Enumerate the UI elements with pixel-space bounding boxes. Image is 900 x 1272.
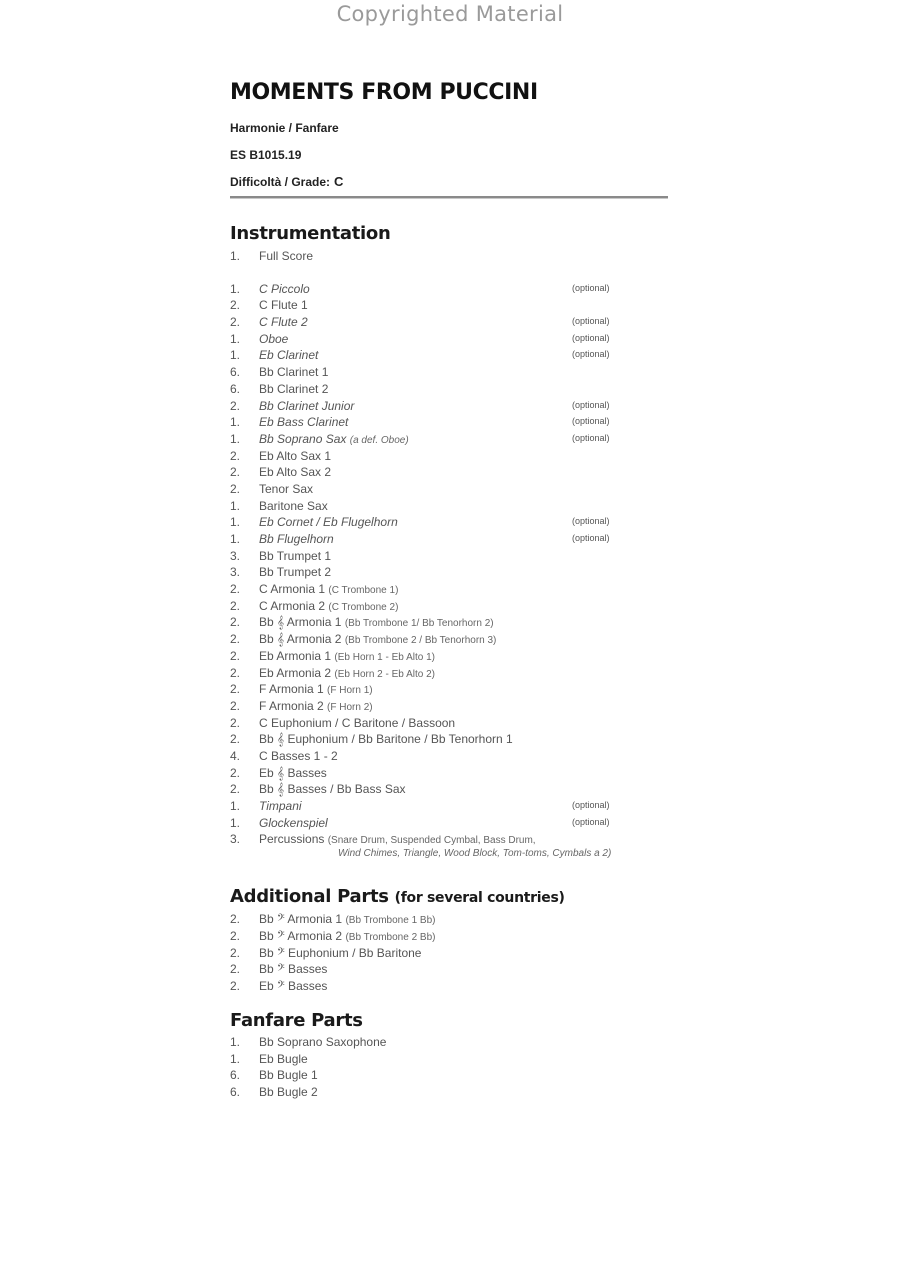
part-name: Bb Trumpet 2 [259, 565, 332, 580]
list-item [230, 332, 670, 349]
part-name-group [259, 599, 398, 613]
list-item [230, 799, 670, 816]
part-name: Full Score [259, 249, 314, 263]
list-item [230, 482, 670, 499]
part-count: 2. [230, 582, 241, 597]
list-item [230, 749, 670, 766]
list-item [230, 1052, 670, 1069]
list-item [230, 979, 670, 996]
part-count: 2. [230, 648, 241, 663]
part-name: Bb 𝄞 Armonia 2 [259, 632, 342, 647]
part-name-group [259, 399, 354, 413]
list-item [230, 946, 670, 963]
part-note: (C Trombone 2) [328, 601, 399, 613]
list-item [230, 912, 670, 929]
additional-parts-list [230, 912, 670, 995]
optional-tag: (optional) [572, 332, 610, 343]
part-name-group [259, 348, 318, 362]
part-name: Bb Clarinet 1 [259, 365, 329, 380]
list-item [230, 365, 670, 382]
part-count: 1. [230, 281, 241, 296]
part-count: 1. [230, 515, 241, 530]
part-name: Eb 𝄞 Basses [259, 765, 327, 780]
part-name: Eb Alto Sax 2 [259, 465, 332, 480]
part-name-group [259, 946, 421, 961]
part-name: Bb 𝄞 Armonia 1 [259, 615, 342, 630]
part-count: 1. [230, 348, 241, 363]
part-name: C Armonia 1 [259, 582, 326, 597]
part-note: (C Trombone 1) [328, 585, 399, 597]
part-name-group [259, 649, 435, 663]
part-name-group [259, 465, 331, 479]
part-name: C Basses 1 - 2 [259, 748, 338, 763]
part-count: 1. [230, 415, 241, 430]
part-count: 1. [230, 532, 241, 546]
part-name-group [259, 1035, 386, 1049]
part-count: 1. [230, 799, 241, 813]
part-count: 6. [230, 1068, 241, 1083]
part-name: Bb 𝄢 Euphonium / Bb Baritone [259, 945, 422, 960]
part-count: 3. [230, 548, 241, 563]
title-divider [230, 196, 668, 199]
part-name-group [259, 716, 455, 730]
fanfare-parts-heading: Fanfare Parts [230, 1009, 363, 1031]
list-item [230, 632, 670, 649]
copyright-watermark: Copyrighted Material [336, 2, 564, 26]
part-count: 1. [230, 815, 241, 830]
ensemble-type: Harmonie / Fanfare [230, 121, 339, 135]
part-name-group [259, 315, 308, 329]
part-name-group [259, 749, 338, 763]
grade-label: Difficoltà / Grade: [230, 175, 331, 189]
optional-tag: (optional) [572, 399, 610, 410]
part-name-group [259, 732, 513, 747]
list-item [230, 699, 670, 716]
part-count: 1. [230, 1034, 241, 1049]
part-name: Bb 𝄞 Euphonium / Bb Baritone / Bb Tenorhorn 1 [259, 732, 513, 747]
part-name: Timpani [259, 799, 302, 813]
list-item [230, 962, 670, 979]
part-name-group [259, 782, 406, 797]
part-note: (Bb Trombone 1 Bb) [345, 915, 436, 927]
part-name-group [259, 962, 327, 977]
list-item [230, 782, 670, 799]
part-name-group [259, 365, 328, 379]
part-name: Eb Bass Clarinet [259, 415, 349, 430]
list-item [230, 515, 670, 532]
part-name-group [259, 1052, 308, 1066]
part-count: 1. [230, 431, 241, 446]
optional-tag: (optional) [572, 282, 610, 293]
part-name: C Euphonium / C Baritone / Bassoon [259, 715, 456, 730]
instrumentation-list [230, 282, 670, 867]
list-item [230, 282, 670, 299]
part-count: 2. [230, 615, 241, 630]
part-count: 2. [230, 315, 241, 330]
list-item [230, 532, 670, 549]
part-name-group [259, 615, 494, 630]
part-name: Bb Bugle 2 [259, 1084, 318, 1099]
part-count: 2. [230, 682, 241, 697]
part-name: Bb Clarinet Junior [259, 398, 355, 413]
part-name-group [259, 682, 373, 696]
part-name: Eb Armonia 2 [259, 665, 332, 680]
part-name: Eb Alto Sax 1 [259, 448, 332, 463]
part-name-group [259, 565, 331, 579]
part-name: C Piccolo [259, 281, 310, 296]
part-count: 6. [230, 381, 241, 396]
part-name-group [259, 432, 409, 446]
part-count: 2. [230, 632, 241, 647]
part-count: 1. [230, 1051, 241, 1066]
optional-tag: (optional) [572, 816, 610, 827]
part-name: Eb 𝄢 Basses [259, 979, 328, 994]
part-note-continued: Wind Chimes, Triangle, Wood Block, Tom-toms, Cymbals a 2) [338, 848, 612, 860]
part-count: 2. [230, 298, 241, 313]
part-name: Baritone Sax [259, 498, 328, 513]
list-item [230, 732, 670, 749]
catalog-code: ES B1015.19 [230, 148, 302, 162]
list-item [230, 382, 670, 399]
list-item [230, 716, 670, 733]
part-count: 2. [230, 912, 241, 927]
part-name: Bb Soprano Saxophone [259, 1034, 387, 1049]
part-count: 2. [230, 448, 241, 463]
list-item [230, 465, 670, 482]
part-name: C Flute 1 [259, 298, 308, 313]
list-item [230, 615, 670, 632]
list-item [230, 766, 670, 783]
part-count: 2. [230, 598, 241, 613]
part-name: Bb Clarinet 2 [259, 381, 329, 396]
part-count: 3. [230, 832, 241, 847]
part-name-group [259, 382, 328, 396]
part-count: 4. [230, 748, 241, 763]
optional-tag: (optional) [572, 432, 610, 443]
part-name-group [259, 332, 288, 346]
full-score-list [230, 249, 670, 266]
list-item [230, 582, 670, 599]
list-item [230, 432, 670, 449]
document-page [230, 80, 670, 1102]
part-name-group [259, 499, 328, 513]
part-name: Bb 𝄢 Armonia 2 [259, 929, 343, 944]
part-name: F Armonia 2 [259, 698, 324, 713]
part-count: 2. [230, 962, 241, 977]
part-note: (Snare Drum, Suspended Cymbal, Bass Drum, [327, 835, 536, 847]
part-name-group [259, 799, 302, 813]
part-name: Bb 𝄢 Basses [259, 962, 328, 977]
part-name-group [259, 1085, 318, 1099]
list-item [230, 549, 670, 566]
part-count: 6. [230, 1084, 241, 1099]
optional-tag: (optional) [572, 533, 610, 543]
part-name-group [259, 549, 331, 563]
part-count: 2. [230, 715, 241, 730]
part-count: 2. [230, 929, 241, 944]
optional-tag: (optional) [572, 800, 610, 810]
list-item [230, 499, 670, 516]
part-name-group [259, 929, 435, 944]
part-count: 2. [230, 665, 241, 680]
part-name: Bb 𝄢 Armonia 1 [259, 912, 343, 927]
part-name-group [259, 582, 398, 596]
part-name-group [259, 415, 348, 429]
optional-tag: (optional) [572, 349, 610, 360]
optional-tag: (optional) [572, 416, 610, 427]
optional-tag: (optional) [572, 516, 610, 527]
part-name-group [259, 832, 536, 846]
part-name-group [259, 482, 313, 496]
part-name: Glockenspiel [259, 815, 328, 830]
part-name: F Armonia 1 [259, 682, 324, 697]
part-name: C Flute 2 [259, 315, 308, 330]
part-note: (F Horn 2) [327, 701, 373, 713]
optional-tag: (optional) [572, 316, 610, 327]
list-item [230, 1035, 670, 1052]
part-note: (Eb Horn 1 - Eb Alto 1) [334, 651, 435, 663]
part-note: (Bb Trombone 2 / Bb Tenorhorn 3) [344, 635, 497, 647]
list-item [230, 1085, 670, 1102]
part-name-group [259, 282, 310, 296]
list-item [230, 832, 670, 866]
additional-parts-heading [230, 886, 670, 907]
part-note: (Bb Trombone 2 Bb) [345, 932, 436, 944]
part-name: Bb 𝄞 Basses / Bb Bass Sax [259, 782, 406, 797]
list-item [230, 298, 670, 315]
part-count: 1. [230, 249, 241, 263]
part-count: 2. [230, 782, 241, 797]
part-count: 2. [230, 765, 241, 780]
list-item [230, 816, 670, 833]
part-name-group [259, 532, 334, 546]
instrumentation-heading: Instrumentation [230, 223, 391, 244]
part-name-group [259, 298, 308, 312]
part-count: 1. [230, 331, 241, 346]
part-name: Bb Bugle 1 [259, 1068, 318, 1083]
part-count: 2. [230, 945, 241, 960]
part-name: Eb Cornet / Eb Flugelhorn [259, 515, 398, 530]
list-item [230, 929, 670, 946]
list-item [230, 315, 670, 332]
part-count: 2. [230, 979, 241, 994]
part-count: 2. [230, 465, 241, 480]
list-item [230, 449, 670, 466]
fanfare-parts-list [230, 1035, 670, 1102]
document-title: MOMENTS FROM PUCCINI [230, 80, 538, 105]
part-count: 2. [230, 698, 241, 713]
part-name: Eb Bugle [259, 1051, 308, 1066]
part-name-group [259, 766, 327, 781]
grade-value: C [334, 174, 344, 189]
part-name: C Armonia 2 [259, 598, 326, 613]
part-name-group [259, 515, 398, 529]
part-name-group [259, 699, 373, 713]
list-item [230, 599, 670, 616]
part-note: (a def. Oboe) [349, 434, 409, 446]
part-name: Bb Soprano Sax [259, 431, 347, 446]
part-name: Eb Clarinet [259, 348, 319, 363]
list-item [230, 348, 670, 365]
part-name-group [259, 979, 327, 994]
part-count: 1. [230, 498, 241, 513]
additional-parts-title: Additional Parts [230, 886, 389, 908]
part-name: Percussions [259, 832, 325, 847]
part-name-group [259, 666, 435, 680]
part-name: Oboe [259, 331, 289, 346]
list-item [230, 565, 670, 582]
additional-parts-suffix: (for several countries) [394, 890, 565, 907]
part-name: Eb Armonia 1 [259, 648, 332, 663]
part-note: (F Horn 1) [327, 685, 373, 697]
part-count: 3. [230, 565, 241, 580]
part-count: 2. [230, 398, 241, 413]
part-name-group [259, 912, 435, 927]
part-name: Bb Trumpet 1 [259, 548, 332, 563]
list-item [230, 1068, 670, 1085]
part-name-group [259, 1068, 318, 1082]
part-count: 2. [230, 481, 241, 496]
part-count: 2. [230, 732, 241, 747]
list-item [230, 249, 670, 266]
part-name-group [259, 449, 331, 463]
list-item [230, 682, 670, 699]
list-item [230, 399, 670, 416]
part-note: (Bb Trombone 1/ Bb Tenorhorn 2) [344, 618, 494, 630]
list-item [230, 649, 670, 666]
list-item [230, 666, 670, 683]
part-note: (Eb Horn 2 - Eb Alto 2) [334, 668, 435, 680]
part-count: 6. [230, 365, 241, 380]
part-name: Bb Flugelhorn [259, 532, 334, 546]
list-item [230, 415, 670, 432]
part-name: Tenor Sax [259, 481, 314, 496]
part-name-group [259, 632, 496, 647]
part-name-group [259, 816, 328, 830]
